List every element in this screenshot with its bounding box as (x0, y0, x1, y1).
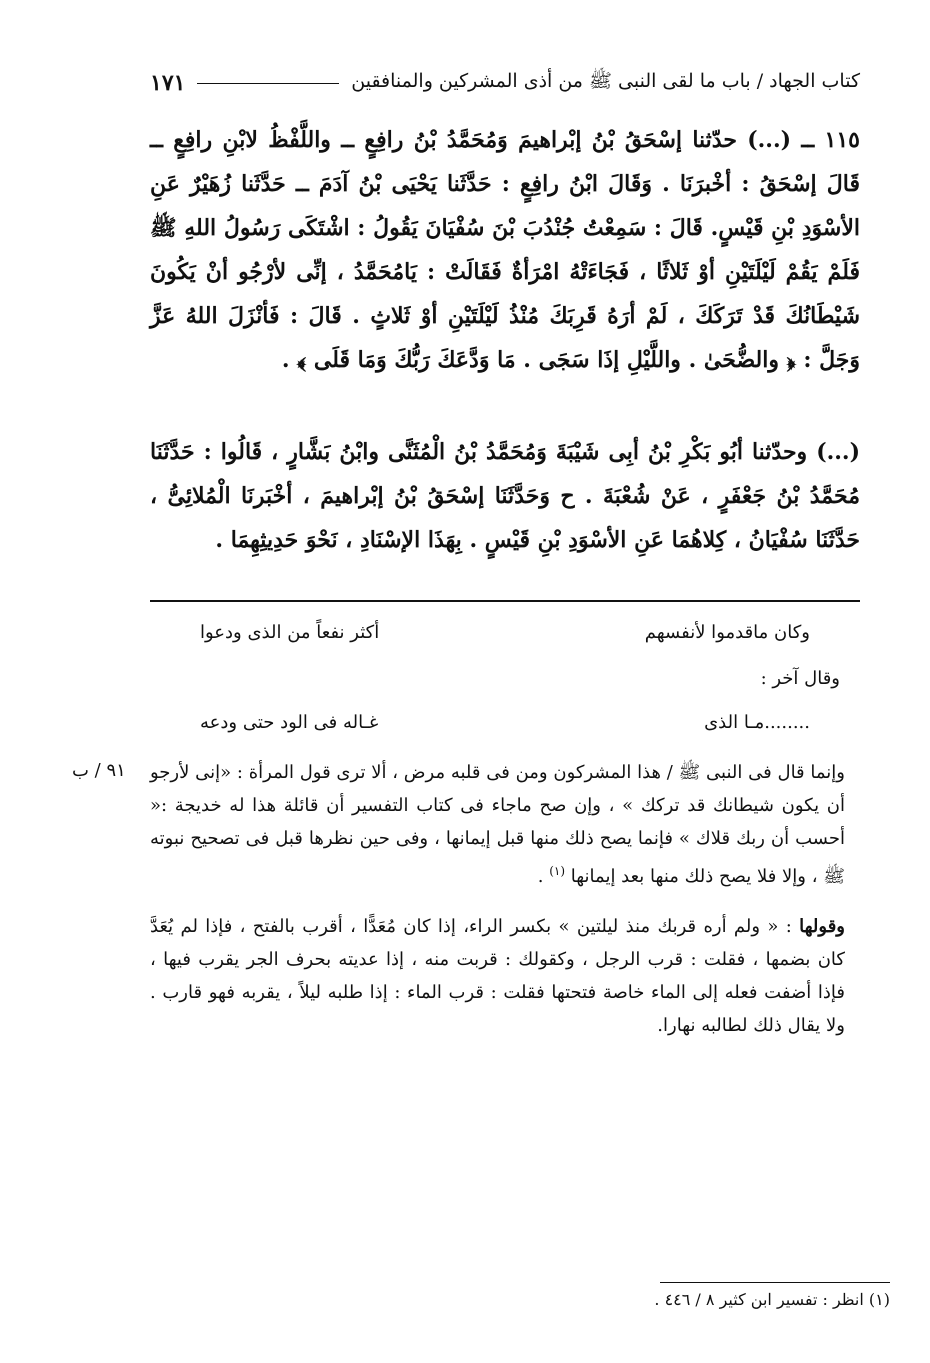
poetry-verse-2 (200, 712, 810, 733)
text-separator-rule (150, 600, 860, 602)
page-number: ١٧١ (150, 70, 186, 96)
chapter-title: كتاب الجهاد / باب ما لقى النبى ﷺ من أذى المشركين والمنافقين (351, 70, 860, 92)
commentary-paragraph-1 (150, 756, 845, 893)
manuscript-folio-note: ٩١ / ب (72, 760, 126, 781)
verse-2-second-hemistich: غـاله فى الود حتى ودعه (200, 712, 379, 733)
commentary-paragraph-2 (150, 910, 845, 1042)
hadith-variant: (...) وحدّثنا أبُو بَكْرِ بْنُ أبِى شَيْبَةَ وَمُحَمَّدُ بْنُ الْمُثَنَّى وابْنُ بَشَّارٍ ، قَالُوا : حَدَّثَنَا مُحَمَّدُ بْنُ جَعْفَرٍ ، عَنْ شُعْبَةَ . ح وَحَدَّثَنَا إسْحَقُ بْنُ إبْراهيمَ ، أخْبَرنَا الْمُلائِىُّ ، حَدَّثَنَا سُفْيَانُ ، كِلاهُمَا عَنِ الأسْوَدِ بْنِ قَيْسٍ . بِهَذَا الإسْنَادِ ، نَحْوَ حَدِيثِهِمَا . (150, 439, 860, 553)
footnote-rule (660, 1282, 890, 1283)
header-rule (197, 83, 339, 84)
hadith-115: ١١٥ ــ (...) حدّثنا إسْحَقُ بْنُ إبْراهيمَ وَمُحَمَّدُ بْنُ رافِعٍ ــ واللَّفْظُ لابْنِ رافِعٍ ــ قَالَ إسْحَقُ : أخْبرَنَا . وَقَالَ ابْنُ رافِعٍ : حَدَّثَنا يَحْيَى بْنُ آدَمَ ــ حَدَّثَنا زُهَيْرٌ عَنِ الأسْوَدِ بْنِ قَيْسٍ. قَالَ : سَمِعْتُ جُنْدُبَ بْنَ سُفْيَانَ يَقُولُ : اشْتَكَى رَسُولُ اللهِ ﷺ فَلَمْ يَقُمْ لَيْلَتَيْنِ أوْ ثَلاثًا ، فَجَاءَتْهُ امْرَأةٌ فَقَالَتْ : يَامُحَمَّدُ ، إنِّى لأرْجُو أنْ يَكُونَ شَيْطَانُكَ قَدْ تَرَكَكَ ، لَمْ أرَهُ قَرِبَكَ مُنْذُ لَيْلَتَيْنِ أوْ ثَلاثٍ . قَالَ : فَأنْزَلَ اللهُ عَزَّ وَجَلَّ : ﴿ والضُّحَىٰ . واللَّيْلِ إذَا سَجَى . مَا وَدَّعَكَ رَبُّكَ وَمَا قَلَى ﴾ . (150, 127, 860, 373)
verse-1-second-hemistich: أكثر نفعاً من الذى ودعوا (200, 622, 380, 643)
footnote-marker[interactable]: (١) (549, 864, 566, 878)
commentary-lead-word: وقولها (799, 916, 845, 937)
commentary-paragraph-2-text: : « ولم أره قربك منذ ليلتين » بكسر الراء، إذا كان مُعَدًّا ، أقرب بالفتح ، فإذا لم يُعَدَّ كان بضمها ، فقلت : قرب الرجل ، وكقولك : قربت منه ، إذا عديته بحرف الجر يقرب فيها ، فإذا أضفت فعله إلى الماء خاصة فتحتها فقلت : قرب الماء : إذا طلبه ليلاً ، يقربه فهو قارب . ولا يقال ذلك لطالبه نهارا. (150, 916, 845, 1036)
poetry-verse-1 (200, 622, 810, 643)
commentary-paragraph-1-text: وإنما قال فى النبى ﷺ / هذا المشركون ومن فى قلبه مرض ، ألا ترى قول المرأة : «إنى لأرجو أن يكون شيطانك قد تركك » ، وإن صح ماجاء فى كتاب التفسير أن قائلة هذا له خديجة :« أحسب أن ربك قلاك » فإنما يصح ذلك منها قبل إيمانها ، وفى حين نظرها قبل فى تصحيح نبوته ﷺ ، وإلا فلا يصح ذلك منها بعد إيمانها (150, 762, 845, 887)
running-header (150, 66, 860, 100)
verse-1-first-hemistich: وكان ماقدموا لأنفسهم (644, 622, 810, 643)
verse-2-first-hemistich: ........مـا الذى (704, 712, 810, 733)
commentary-paragraph-1-end: . (537, 866, 550, 887)
footnote: (١) انظر : تفسير ابن كثير ٨ / ٤٤٦ . (654, 1290, 890, 1309)
poet-intro: وقال آخر : (760, 668, 840, 689)
